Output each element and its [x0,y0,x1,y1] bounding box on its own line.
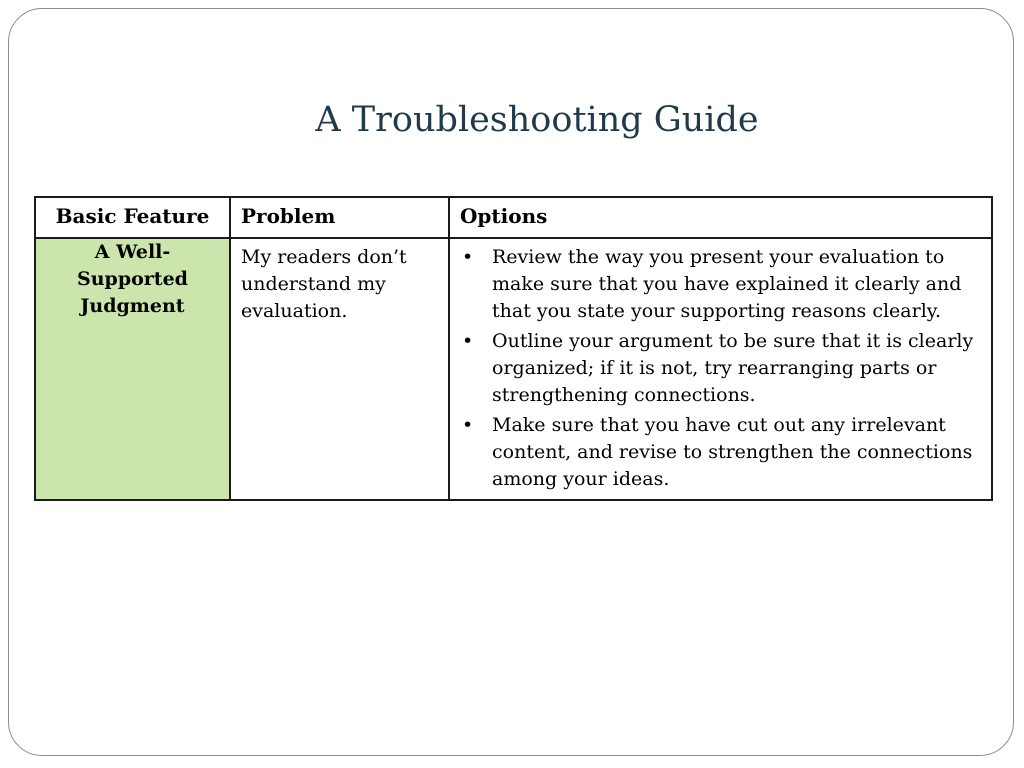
table-row [35,238,992,500]
option-item [460,328,983,409]
bullet-icon: • [462,246,474,268]
slide-title: A Troubleshooting Guide [315,100,759,140]
header-options: Options [449,197,992,238]
table-header-row [35,197,992,238]
bullet-icon: • [462,414,474,436]
options-list [460,244,983,493]
problem-cell: My readers don’t understand my evaluation. [230,238,449,500]
option-item [460,412,983,493]
feature-cell: A Well-Supported Judgment [35,238,230,500]
options-cell [449,238,992,500]
header-basic-feature: Basic Feature [35,197,230,238]
option-item [460,244,983,325]
option-text: Outline your argument to be sure that it is clearly organized; if it is not, try rearranging parts or strengthening connections. [492,330,974,406]
bullet-icon: • [462,330,474,352]
option-text: Review the way you present your evaluation to make sure that you have explained it clearly and that you state your supporting reasons clearly. [492,246,962,322]
header-problem: Problem [230,197,449,238]
troubleshooting-table [34,196,993,501]
option-text: Make sure that you have cut out any irrelevant content, and revise to strengthen the connections among your ideas. [492,414,973,490]
